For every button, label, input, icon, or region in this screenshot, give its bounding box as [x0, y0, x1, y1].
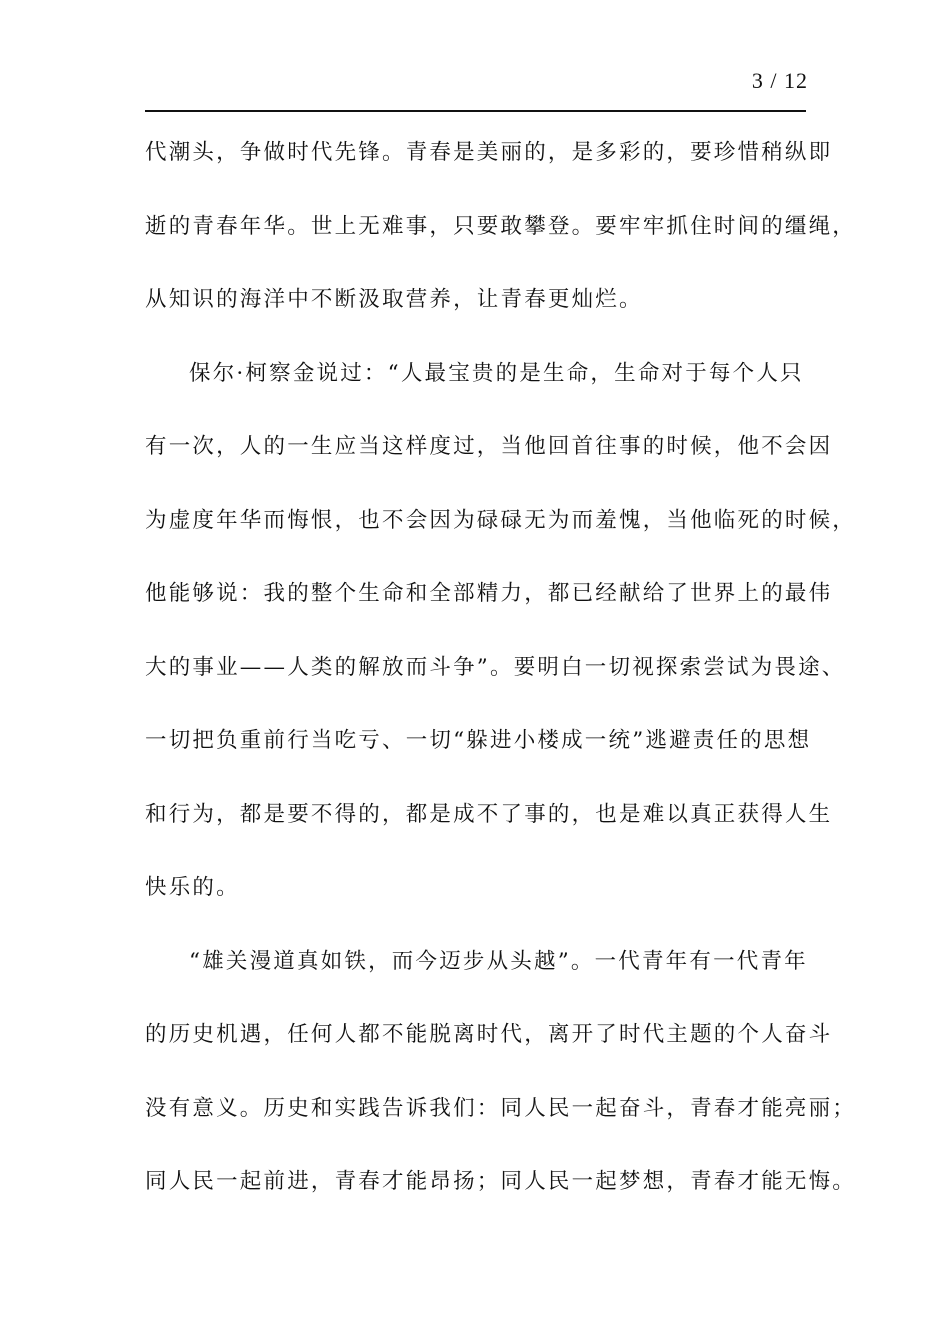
text-line: 同人民一起前进，青春才能昂扬；同人民一起梦想，青春才能无悔。	[145, 1169, 857, 1194]
text-line: 他能够说：我的整个生命和全部精力，都已经献给了世界上的最伟	[145, 581, 833, 606]
header-divider	[145, 110, 806, 112]
text-line: 逝的青春年华。世上无难事，只要敢攀登。要牢牢抓住时间的缰绳，	[145, 213, 857, 239]
text-line: 从知识的海洋中不断汲取营养，让青春更灿烂。	[145, 287, 643, 312]
text-line: 的历史机遇，任何人都不能脱离时代，离开了时代主题的个人奋斗	[145, 1022, 833, 1047]
text-line: 代潮头，争做时代先锋。青春是美丽的，是多彩的，要珍惜稍纵即	[145, 140, 833, 165]
paragraph-start-line: 保尔·柯察金说过：“人最宝贵的是生命，生命对于每个人只	[189, 360, 804, 386]
page-number: 3 / 12	[751, 68, 808, 93]
text-line: 为虚度年华而悔恨，也不会因为碌碌无为而羞愧，当他临死的时候，	[145, 507, 857, 533]
text-line: 有一次，人的一生应当这样度过，当他回首往事的时候，他不会因	[145, 434, 833, 459]
text-line: 没有意义。历史和实践告诉我们：同人民一起奋斗，青春才能亮丽；	[145, 1095, 857, 1121]
text-line: 和行为，都是要不得的，都是成不了事的，也是难以真正获得人生	[145, 801, 833, 827]
text-line: 一切把负重前行当吃亏、一切“躲进小楼成一统”逃避责任的思想	[145, 728, 812, 753]
paragraph-start-line: “雄关漫道真如铁，而今迈步从头越”。一代青年有一代青年	[189, 948, 808, 974]
text-line: 大的事业——人类的解放而斗争”。要明白一切视探索尝试为畏途、	[145, 654, 846, 680]
document-body	[145, 128, 857, 1231]
text-line: 快乐的。	[145, 875, 240, 900]
